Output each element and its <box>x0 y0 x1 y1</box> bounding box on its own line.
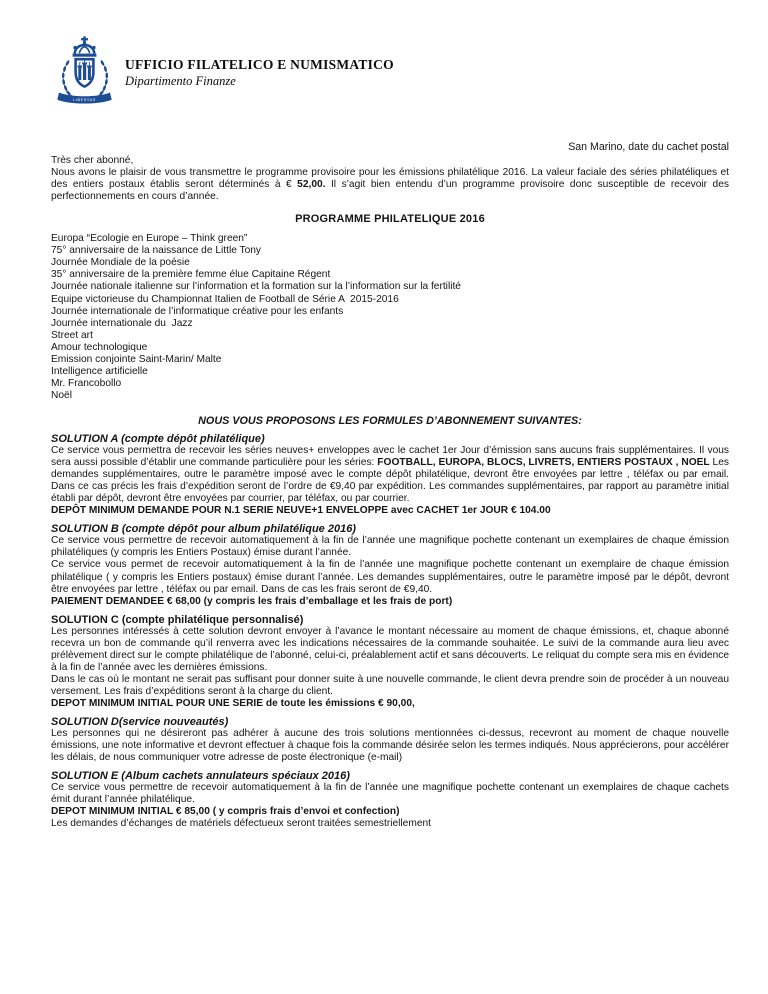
program-item: 35° anniversaire de la première femme élue Capitaine Régent <box>51 269 331 281</box>
crest-ribbon-icon <box>57 93 111 104</box>
salutation: Très cher abonné, <box>51 155 134 167</box>
program-item: Emission conjointe Saint-Marin/ Malte <box>51 353 222 365</box>
solution-c-heading: SOLUTION C (compte philatélique personnalisé) <box>51 613 304 626</box>
program-item: Amour technologique <box>51 341 148 353</box>
solution-a-text-before: Ce service vous permettra de recevoir les séries neuves+ enveloppes avec le cachet 1er Jour d’émission sans aucuns frais supplémentaires. Il vous sera aussi possible d’établir une commande particulière pour les séries: <box>51 445 729 469</box>
program-item: Noël <box>51 389 72 401</box>
program-item: Street art <box>51 329 93 341</box>
letterhead <box>54 36 394 110</box>
program-item: Mr. Francobollo <box>51 377 122 389</box>
program-item: Journée nationale italienne sur l’information et la formation sur la l’information sur la fertilité <box>51 281 461 293</box>
crest-motto-text: LIBERTAS <box>73 97 96 102</box>
org-department: Dipartimento Finanze <box>125 74 236 88</box>
solution-a-text-after: Les demandes supplémentaires, outre le paramètre imposé avec le compte dépôt philatélique, devront être envoyées par lettre , téléfax ou par email. Dans ce cas précis les frais d’expédition seront de l’ordre de €9,40 par expédition. Les commandes supplémentaires, par rapport au paramètre initial établi par dépôt, devront être envoyées par courrier, par téléfax, ou par courrier. <box>51 457 729 505</box>
solution-a-deposit-line: DEPÔT MINIMUM DEMANDE POUR N.1 SERIE NEUVE+1 ENVELOPPE avec CACHET 1er JOUR € 104.00 <box>51 505 551 517</box>
solution-d-section <box>51 716 729 764</box>
program-list <box>51 233 729 402</box>
solution-b-paragraph-1: Ce service vous permettre de recevoir automatiquement à la fin de l’année une magnifique pochette contenant un exemplaires de chaque émission philatéliques (y compris les Entiers Postaux) émise durant l’année. <box>51 535 729 559</box>
closing-line: Les demandes d’échanges de matériels défectueux seront traitées semestriellement <box>51 818 431 830</box>
solution-a-paragraph <box>51 445 729 505</box>
intro-text-before: Nous avons le plaisir de vous transmettre le programme provisoire pour les émissions philatélique 2016. La valeur faciale des séries philatéliques et des entiers postaux établis seront déterminés à € <box>51 167 729 191</box>
solution-e-heading: SOLUTION E (Album cachets annulateurs spéciaux 2016) <box>51 770 350 783</box>
solution-b-payment-line: PAIEMENT DEMANDEE € 68,00 (y compris les frais d’emballage et les frais de port) <box>51 595 453 607</box>
solution-c-paragraph-2: Dans le cas où le montant ne serait pas suffisant pour donner suite à une nouvelle commande, le client devra prendre soin de procéder à un nouveau versement. Les frais d’expéditions seront à la charge du client. <box>51 673 729 697</box>
solution-b-paragraph-2: Ce service vous permet de recevoir automatiquement à la fin de l’année une magnifique pochette contenant un exemplaire de chaque émission philatélique ( y compris les Entiers postaux) émise durant l’année. Les demandes supplémentaires, outre le paramètre imposé par le dépôt, devront être envoyées par lettre , téléfax ou par email. Dans de cas les frais seront de €9,40. <box>51 559 729 595</box>
solution-b-section <box>51 523 729 607</box>
org-name: UFFICIO FILATELICO E NUMISMATICO <box>125 57 394 72</box>
solution-d-heading: SOLUTION D(service nouveautés) <box>51 716 229 729</box>
crest-shield-icon <box>76 59 94 86</box>
solution-c-deposit-line: DEPOT MINIMUM INITIAL POUR UNE SERIE de toute les émissions € 90,00, <box>51 697 415 709</box>
intro-text-after: Il s’agit bien entendu d’un programme provisoire donc susceptible de recevoir des perfectionnements en cours d’année. <box>51 179 729 203</box>
intro-paragraph <box>51 167 729 203</box>
date-line: San Marino, date du cachet postal <box>568 141 729 153</box>
program-item: Intelligence artificielle <box>51 365 148 377</box>
program-item: Journée Mondiale de la poésie <box>51 257 190 269</box>
solution-a-heading: SOLUTION A (compte dépôt philatélique) <box>51 432 265 445</box>
program-item: Europa “Ecologie en Europe – Think green” <box>51 233 248 245</box>
offer-heading: NOUS VOUS PROPOSONS LES FORMULES D’ABONNEMENT SUIVANTES: <box>198 414 582 427</box>
program-item: 75° anniversaire de la naissance de Little Tony <box>51 245 262 257</box>
crest-crown-icon <box>73 41 97 56</box>
solution-a-section <box>51 433 729 517</box>
program-title: PROGRAMME PHILATELIQUE 2016 <box>295 213 485 226</box>
program-item: Equipe victorieuse du Championnat Italien de Football de Série A 2015-2016 <box>51 293 399 305</box>
solution-e-deposit-line: DEPOT MINIMUM INITIAL € 85,00 ( y compris frais d’envoi et confection) <box>51 806 400 818</box>
san-marino-crest-logo <box>54 36 116 110</box>
solution-e-paragraph: Ce service vous permettre de recevoir automatiquement à la fin de l’année une magnifique pochette contenant un exemplaires de chaque cachets émit durant l’année philatélique. <box>51 782 729 806</box>
program-item: Journée internationale du Jazz <box>51 317 193 329</box>
solution-c-paragraph-1: Les personnes intéressés à cette solution devront envoyer à l’avance le montant nécessaire au moment de chaque émissions, et, chaque abonné recevra un bon de commande qu’il renverra avec les indications nécessaires de la commande souhaitée. Le suivi de la commande aura lieu avec prélèvement direct sur le compte philatélique de l’abonné, celui-ci, préalablement actif et sans découverts. Le reliquat du compte sera mis en évidence à la fin de l’année avec les dernières émissions. <box>51 625 729 673</box>
solution-c-section <box>51 614 729 710</box>
solution-b-heading: SOLUTION B (compte dépôt pour album philatélique 2016) <box>51 523 356 536</box>
solution-a-series-list: FOOTBALL, EUROPA, BLOCS, LIVRETS, ENTIERS POSTAUX , NOEL <box>377 457 710 469</box>
intro-amount: 52,00. <box>297 179 326 191</box>
solution-d-paragraph: Les personnes qui ne désireront pas adhérer à aucune des trois solutions mentionnées ci-dessus, recevront au moment de chaque nouvelle émissions, une note informative et devront effectuer à chaque fois la commande désirée selon les termes indiqués. Nous apprécierons, pour accélérer les délais, de nous communiquer votre adresse de poste électronique (e-mail) <box>51 728 729 764</box>
solution-e-section <box>51 770 729 830</box>
org-block <box>116 36 394 89</box>
program-item: Journée internationale de l’informatique créative pour les enfants <box>51 305 344 317</box>
letter-body <box>51 141 729 830</box>
